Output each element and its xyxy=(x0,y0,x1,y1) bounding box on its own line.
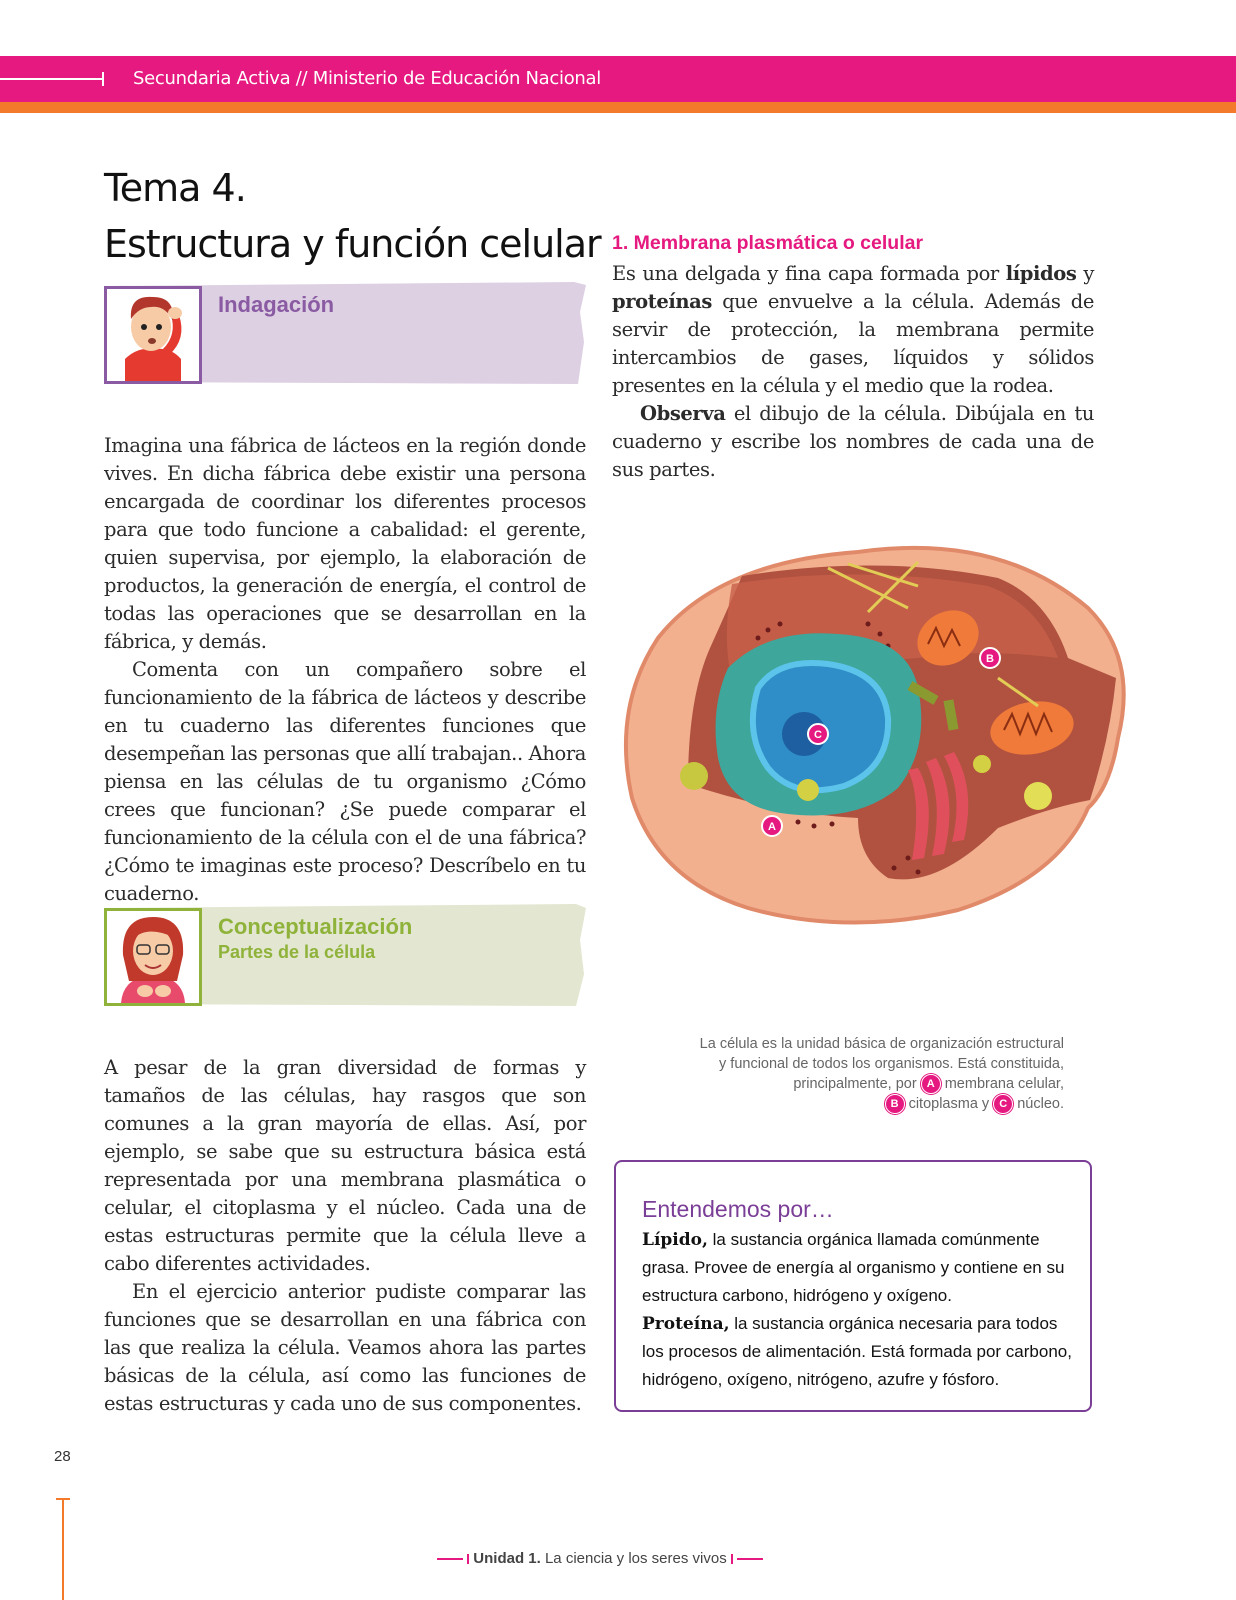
conceptualizacion-box xyxy=(104,904,586,1006)
header-rule-tick xyxy=(102,72,104,86)
paragraph: Es una delgada y fina capa formada por lípidos y proteínas que envuelve a la célula. Además de servir de protección, la membrana permite intercambios de gases, líquidos y sólidos presentes en la célula y el medio que la rodea. xyxy=(612,262,1094,397)
margin-rule xyxy=(62,1498,64,1600)
header-orange-strip xyxy=(0,102,1236,113)
label-a-badge: A xyxy=(921,1074,941,1094)
footer xyxy=(432,1550,768,1567)
conceptualizacion-subheading: Partes de la célula xyxy=(218,942,376,962)
term-observa: Observa xyxy=(640,402,726,425)
title-line-1: Tema 4. xyxy=(104,166,246,210)
label-b-marker xyxy=(980,648,1000,668)
paragraph: En el ejercicio anterior pudiste comparar las funciones que se desarrollan en una fábrica con las que realiza la célula. Veamos ahora las partes básicas de la célula, así como las funciones de estas estructuras y cada uno de sus componentes. xyxy=(104,1280,586,1415)
vesicle xyxy=(797,779,819,801)
girl-teacher-icon xyxy=(104,908,202,1006)
label-c-marker xyxy=(808,724,828,744)
conceptualizacion-heading: Conceptualización xyxy=(218,914,413,939)
boy-thinking-icon xyxy=(104,286,202,384)
membrana-heading: 1. Membrana plasmática o celular xyxy=(612,232,924,254)
paragraph: Comenta con un compañero sobre el funcionamiento de la fábrica de lácteos y describe en tu cuaderno las diferentes funciones que desempeñan las personas que allí trabajan.. Ahora piensa en las células de tu organismo ¿Cómo crees que funcionan? ¿Se puede comparar el funcionamiento de la célula con el de una fábrica? ¿Cómo te imaginas este proceso? Descríbelo en tu cuaderno. xyxy=(104,658,586,905)
term-lipidos: lípidos xyxy=(1005,262,1077,285)
vesicle xyxy=(1024,782,1052,810)
footer-rule-left xyxy=(437,1558,463,1560)
paragraph: Observa el dibujo de la célula. Dibújala en tu cuaderno y escribe los nombres de cada una de sus partes. xyxy=(612,402,1094,481)
definition-proteina: Proteína, la sustancia orgánica necesaria para todos los procesos de alimentación. Está formada por carbono, hidrógeno, oxígeno, nitrógeno, azufre y fósforo. xyxy=(642,1314,1072,1389)
vesicle xyxy=(973,755,991,773)
label-c-badge: C xyxy=(993,1094,1013,1114)
indagacion-box xyxy=(104,282,586,384)
indagacion-heading: Indagación xyxy=(218,292,335,317)
label-a-marker xyxy=(762,816,782,836)
page-title xyxy=(104,160,601,272)
definitions-text xyxy=(642,1226,1082,1394)
footer-unit: Unidad 1. xyxy=(473,1550,541,1567)
definition-lipido: Lípido, la sustancia orgánica llamada comúnmente grasa. Provee de energía al organismo y contiene en su estructura carbono, hidrógeno y oxígeno. xyxy=(642,1230,1065,1305)
cell-caption: La célula es la unidad básica de organización estructural y funcional de todos los organismos. Está constituida, principalmente, por A membrana celular, B citoplasma y C núcleo. xyxy=(640,1034,1064,1114)
label-b: B xyxy=(986,653,994,665)
paragraph: Imagina una fábrica de lácteos en la región donde vives. En dicha fábrica debe existir una persona encargada de coordinar los diferentes procesos para que todo funcione a cabalidad: el gerente, quien supervisa, por ejemplo, la elaboración de productos, la generación de energía, el control de todas las operaciones que se desarrollan en la fábrica, y demás. xyxy=(104,434,586,653)
header-band xyxy=(0,56,1236,102)
label-b-badge: B xyxy=(885,1094,905,1114)
left-text-block-1 xyxy=(104,432,586,908)
footer-rule-right xyxy=(737,1558,763,1560)
definitions-title: Entendemos por… xyxy=(642,1196,834,1222)
term-proteinas: proteínas xyxy=(612,290,712,313)
right-text-block xyxy=(612,260,1094,484)
animal-cell-illustration xyxy=(618,538,1138,928)
paragraph: A pesar de la gran diversidad de formas y tamaños de las células, hay rasgos que son comunes a la gran mayoría de ellas. Así, por ejemplo, se sabe que su estructura básica está representada por una membrana plasmática o celular, el citoplasma y el núcleo. Cada una de estas estructuras permite que la célula lleve a cabo diferentes actividades. xyxy=(104,1056,586,1275)
definitions-box xyxy=(614,1160,1092,1412)
page-number: 28 xyxy=(54,1448,71,1465)
left-text-block-2 xyxy=(104,1054,586,1418)
label-c: C xyxy=(814,729,822,741)
header-rule xyxy=(0,78,102,80)
label-a: A xyxy=(768,821,776,833)
header-text: Secundaria Activa // Ministerio de Educación Nacional xyxy=(133,68,601,89)
footer-title: La ciencia y los seres vivos xyxy=(540,1550,727,1567)
title-line-2: Estructura y función celular xyxy=(104,222,601,266)
vesicle xyxy=(680,762,708,790)
